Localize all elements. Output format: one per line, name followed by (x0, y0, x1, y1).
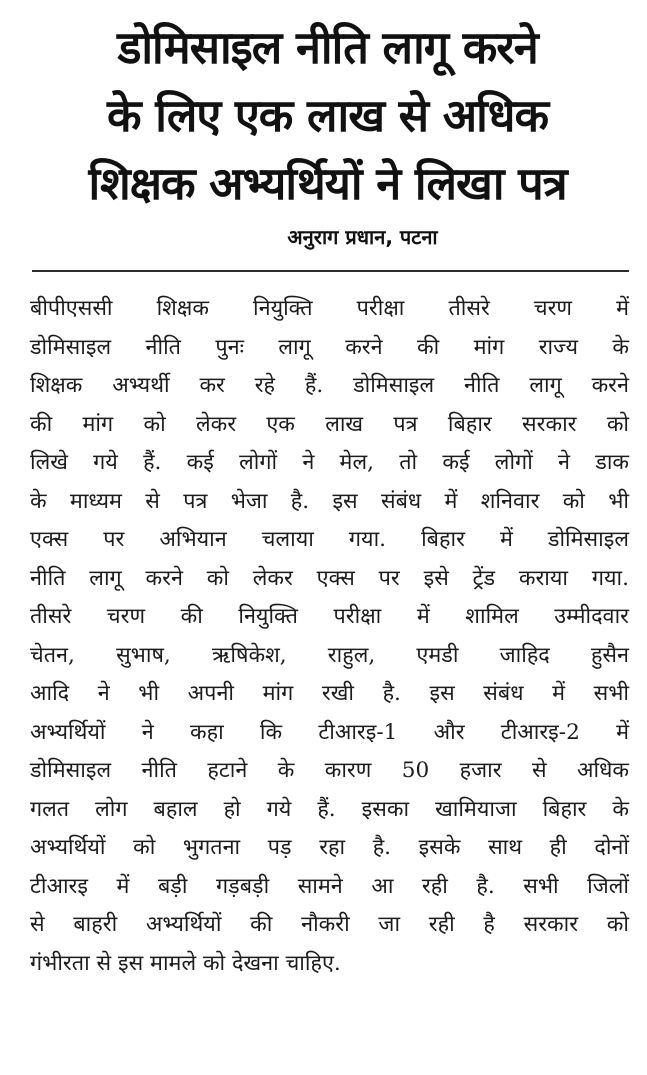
body-line: से बाहरी अभ्यर्थियों की नौकरी जा रही है सरकार को (30, 912, 629, 937)
divider-rule (32, 270, 629, 272)
body-line: डोमिसाइल नीति पुनः लागू करने की मांग राज्य के (30, 334, 629, 360)
body-line: शिक्षक अभ्यर्थी कर रहे हैं. डोमिसाइल नीति लागू करने (30, 373, 629, 398)
body-line: तीसरे चरण की नियुक्ति परीक्षा में शामिल उम्मीदवार (30, 604, 629, 629)
headline (26, 14, 629, 218)
body-line: की मांग को लेकर एक लाख पत्र बिहार सरकार को (30, 411, 629, 437)
body-line: लिखे गये हैं. कई लोगों ने मेल, तो कई लोगों ने डाक (30, 450, 629, 475)
body-line: एक्स पर अभियान चलाया गया. बिहार में डोमिसाइल (30, 527, 629, 552)
article-body (26, 290, 629, 983)
headline-line: के लिए एक लाख से अधिक (106, 89, 549, 142)
body-line: डोमिसाइल नीति हटाने के कारण 50 हजार से अधिक (30, 758, 629, 783)
byline: अनुराग प्रधान, पटना (287, 225, 438, 249)
body-line: अभ्यर्थियों ने कहा कि टीआरइ-1 और टीआरइ-2 में (30, 719, 629, 745)
body-line: आदि ने भी अपनी मांग रखी है. इस संबंध में सभी (30, 681, 629, 706)
body-line: गंभीरता से इस मामले को देखना चाहिए. (30, 950, 341, 976)
body-line: गलत लोग बहाल हो गये हैं. इसका खामियाजा बिहार के (30, 796, 629, 822)
headline-line: शिक्षक अभ्यर्थियों ने लिखा पत्र (88, 157, 567, 210)
body-line: चेतन, सुभाष, ऋषिकेश, राहुल, एमडी जाहिद हुसैन (30, 642, 629, 668)
headline-line: डोमिसाइल नीति लागू करने (117, 21, 538, 74)
body-line: के माध्यम से पत्र भेजा है. इस संबंध में शनिवार को भी (30, 488, 629, 514)
body-line: अभ्यर्थियों को भुगतना पड़ रहा है. इसके साथ ही दोनों (30, 835, 629, 860)
body-line: टीआरइ में बड़ी गड़बड़ी सामने आ रही है. सभी जिलों (30, 873, 629, 899)
body-line: बीपीएससी शिक्षक नियुक्ति परीक्षा तीसरे चरण में (30, 296, 629, 321)
body-line: नीति लागू करने को लेकर एक्स पर इसे ट्रेंड कराया गया. (30, 565, 629, 591)
